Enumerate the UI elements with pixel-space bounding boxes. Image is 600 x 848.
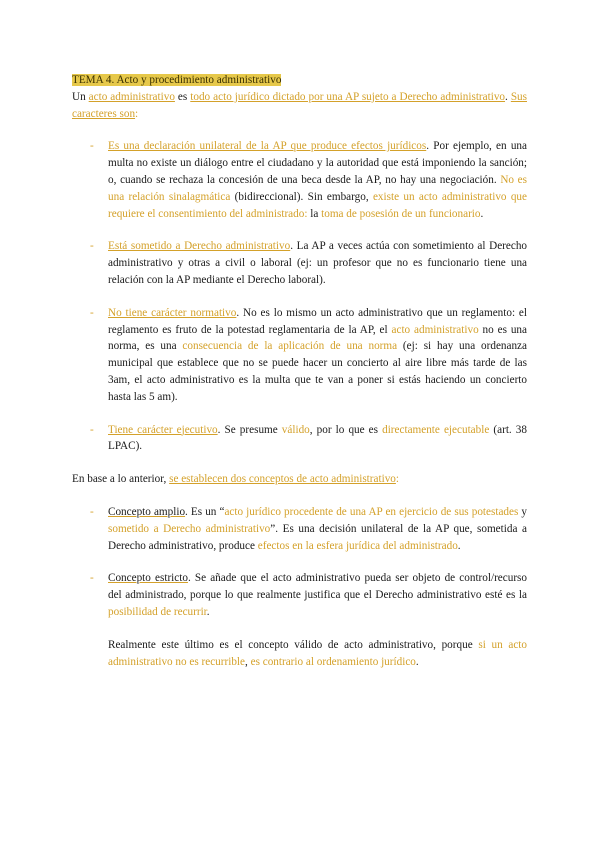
concept-text: Se añade que el acto administrativo pueda ser objeto de control/recurso del administrado: [108, 572, 528, 602]
item-heading: No tiene carácter normativo: [108, 306, 237, 319]
closing-text-3: ,: [245, 655, 251, 668]
item-text: la: [307, 207, 322, 220]
list-spacer: [72, 554, 527, 570]
title-line: [72, 72, 527, 89]
concept-text: .: [457, 539, 461, 552]
item-heading: Está sometido a Derecho administrativo: [108, 240, 291, 253]
list-spacer: [72, 289, 527, 305]
intro-term-acto: acto administrativo: [88, 90, 175, 103]
item-text: . La AP a veces actúa con sometimiento al Derecho administrativo y otras a civil o laboral (ej: un profesor que no es funcionario tiene una relación con la AP mediante el Derecho laboral).: [108, 240, 528, 286]
list-spacer: [72, 406, 527, 422]
closing-text-5: .: [415, 655, 419, 668]
concept-text: y: [518, 505, 528, 518]
concept-text: .: [187, 572, 195, 585]
list-item: [72, 238, 527, 288]
item-text: no es una norma, es una: [108, 323, 527, 353]
intro-colon: :: [135, 107, 139, 120]
item-highlight: existe un acto administrativo que requiere el consentimiento del administrado:: [108, 190, 527, 220]
concepts-list: [72, 504, 527, 621]
list-item: [72, 138, 527, 222]
item-text: .: [480, 207, 484, 220]
concept-text: ”. Es una decisión unilateral de la AP que, sometida a Derecho administrativo, produce: [108, 522, 527, 552]
item-text: (art. 38 LPAC).: [108, 423, 527, 453]
item-text: . Por ejemplo, en una multa no existe un diálogo entre el ciudadano y la autoridad que está imponiendo la sanción; o, cuando se rechaza la concesión de una beca desde la AP, no hay una negociación.: [108, 140, 527, 186]
bullet-dash: -: [90, 505, 94, 518]
item-text: . Se presume: [217, 423, 282, 436]
concept-highlight: posibilidad de recurrir: [108, 605, 207, 618]
item-heading: Es una declaración unilateral de la AP que produce efectos jurídicos: [108, 140, 427, 153]
intro-text-3: es: [174, 90, 191, 103]
intro-text-5: .: [505, 90, 511, 103]
list-item: [72, 570, 527, 620]
bullet-dash: -: [90, 306, 94, 319]
item-text: , por lo que es: [309, 423, 383, 436]
bullet-dash: -: [90, 140, 94, 153]
item-heading: Tiene carácter ejecutivo: [108, 423, 218, 436]
concept-highlight: efectos en la esfera jurídica del administrado: [257, 539, 458, 552]
bullet-dash: -: [90, 240, 94, 253]
closing-highlight: si un acto administrativo no es recurrible: [108, 638, 527, 668]
item-highlight: acto administrativo: [391, 323, 479, 336]
concept-text: . Es un “: [185, 505, 225, 518]
list-item: [72, 305, 527, 406]
bullet-dash: -: [90, 572, 94, 585]
item-text: . No es lo mismo un acto administrativo que un reglamento: el reglamento es fruto de la potestad reglamentaria de la AP, el: [108, 306, 527, 336]
list-item: [72, 422, 527, 456]
item-highlight: consecuencia de la aplicación de una norma: [182, 340, 398, 353]
item-highlight: directamente ejecutable: [382, 423, 490, 436]
list-item: [72, 504, 527, 554]
item-text: (bidireccional). Sin embargo,: [230, 190, 373, 203]
intro-definition: todo acto jurídico dictado por una AP sujeto a Derecho administrativo: [190, 90, 506, 103]
concept-heading: Concepto amplio: [108, 505, 186, 518]
page-title: TEMA 4. Acto y procedimiento administrativo: [72, 74, 282, 86]
base-colon: :: [395, 473, 399, 486]
intro-paragraph: [72, 89, 527, 123]
item-highlight: No es una relación sinalagmática: [108, 173, 527, 203]
list-spacer: [72, 222, 527, 238]
concept-highlight: acto jurídico procedente de una AP en ejercicio de sus potestades: [224, 505, 519, 518]
closing-highlight: es contrario al ordenamiento jurídico: [250, 655, 416, 668]
concept-heading: Concepto estricto: [108, 572, 188, 585]
closing-paragraph: [72, 637, 527, 671]
base-text-1: En base a lo anterior,: [72, 473, 170, 486]
characteristics-list: [72, 138, 527, 455]
closing-text-1: Realmente este último es el concepto válido de acto administrativo, porque: [108, 638, 479, 651]
item-highlight: válido: [281, 423, 310, 436]
concept-text: , porque lo que realmente justifica que el Derecho administrativo esté es la: [183, 589, 527, 602]
item-highlight: toma de posesión de un funcionario: [321, 207, 481, 220]
concept-highlight: sometido a Derecho administrativo: [108, 522, 271, 535]
base-paragraph: [72, 471, 527, 488]
bullet-dash: -: [90, 423, 94, 436]
item-text: (ej: si hay una ordenanza municipal que establece que no se puede hacer un concierto al aire libre más tarde de las 3am, el acto administrativo es la multa que te van a poner si estás haciendo un concierto hasta las 5 am).: [108, 340, 527, 403]
intro-text-1: Un: [72, 90, 89, 103]
concept-text: .: [206, 605, 210, 618]
base-highlight: se establecen dos conceptos de acto administrativo: [169, 473, 396, 486]
document-body: [72, 72, 527, 670]
intro-caracteres: Sus caracteres son: [72, 90, 527, 120]
